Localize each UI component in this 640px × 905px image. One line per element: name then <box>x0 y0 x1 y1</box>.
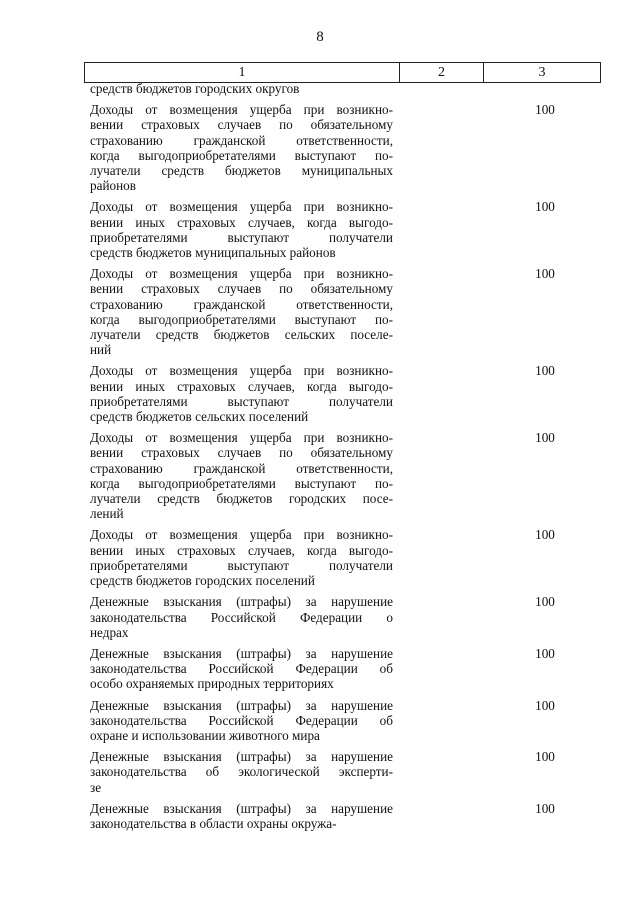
text-line: лучатели средств бюджетов сельских поселе- <box>90 327 393 343</box>
table-body <box>84 102 601 831</box>
row-value: 100 <box>535 749 555 765</box>
text-line: Доходы от возмещения ущерба при возникно- <box>90 199 393 215</box>
row-value: 100 <box>535 199 555 215</box>
text-line: Доходы от возмещения ущерба при возникно- <box>90 527 393 543</box>
table-row <box>84 430 601 521</box>
row-col-2 <box>393 430 489 521</box>
row-text <box>84 801 393 831</box>
text-line: Денежные взыскания (штрафы) за нарушение <box>90 800 393 816</box>
text-line: средств бюджетов сельских поселений <box>90 409 309 425</box>
row-text <box>84 430 393 521</box>
text-line: вении страховых случаев по обязательному <box>90 281 393 297</box>
text-line: лучатели средств бюджетов муниципальных <box>90 163 393 179</box>
row-col-2 <box>393 646 489 692</box>
row-col-2 <box>393 698 489 744</box>
text-line: вении страховых случаев по обязательному <box>90 445 393 461</box>
table-row <box>84 527 601 588</box>
text-line: когда выгодоприобретателями выступают по- <box>90 147 393 163</box>
row-text <box>84 266 393 357</box>
row-text <box>84 594 393 640</box>
row-value: 100 <box>535 594 555 610</box>
text-line: лений <box>90 506 124 522</box>
row-col-2 <box>393 363 489 424</box>
table-row <box>84 102 601 193</box>
text-line: средств бюджетов муниципальных районов <box>90 245 336 261</box>
text-line: Доходы от возмещения ущерба при возникно- <box>90 430 393 446</box>
text-line: охране и использовании животного мира <box>90 727 320 743</box>
row-col-2 <box>393 801 489 831</box>
text-line: законодательства об экологической эксперти- <box>90 764 393 780</box>
row-text <box>84 102 393 193</box>
row-col-2 <box>393 749 489 795</box>
row-col-2 <box>393 594 489 640</box>
text-line: вении иных страховых случаев, когда выгодо- <box>90 214 393 230</box>
row-value <box>489 81 601 96</box>
row-col-2 <box>393 102 489 193</box>
table-row <box>84 266 601 357</box>
page-number: 8 <box>316 29 324 45</box>
row-col-2 <box>393 266 489 357</box>
row-text <box>84 199 393 260</box>
text-line: Доходы от возмещения ущерба при возникно- <box>90 363 393 379</box>
row-col-2 <box>393 199 489 260</box>
row-value: 100 <box>535 363 555 379</box>
table-row <box>84 646 601 692</box>
row-value: 100 <box>535 266 555 282</box>
text-line: особо охраняемых природных территориях <box>90 676 334 692</box>
text-line: средств бюджетов городских поселений <box>90 573 315 589</box>
text-line: Денежные взыскания (штрафы) за нарушение <box>90 697 393 713</box>
text-line: законодательства в области охраны окружа- <box>90 815 337 831</box>
text-line: законодательства Российской Федерации об <box>90 712 393 728</box>
table-row <box>84 594 601 640</box>
table-row <box>84 199 601 260</box>
table-row <box>84 363 601 424</box>
table-row <box>84 698 601 744</box>
table-row-continuation <box>84 81 601 96</box>
row-text <box>84 363 393 424</box>
text-line: страхованию гражданской ответственности, <box>90 132 393 148</box>
row-col-2 <box>393 527 489 588</box>
text-line: приобретателями выступают получатели <box>90 229 393 245</box>
text-line: Доходы от возмещения ущерба при возникно- <box>90 266 393 282</box>
text-line: когда выгодоприобретателями выступают по- <box>90 311 393 327</box>
text-line: вении иных страховых случаев, когда выгодо- <box>90 378 393 394</box>
text-line: когда выгодоприобретателями выступают по- <box>90 475 393 491</box>
text-line: Денежные взыскания (штрафы) за нарушение <box>90 749 393 765</box>
text-line: лучатели средств бюджетов городских посе- <box>90 491 393 507</box>
row-value: 100 <box>535 430 555 446</box>
text-line: Доходы от возмещения ущерба при возникно- <box>90 102 393 118</box>
text-line: Денежные взыскания (штрафы) за нарушение <box>90 594 393 610</box>
row-value: 100 <box>535 102 555 118</box>
text-line: законодательства Российской Федерации о <box>90 609 393 625</box>
row-value: 100 <box>535 645 555 661</box>
text-line: зе <box>90 779 102 795</box>
budget-table <box>84 62 601 837</box>
row-text <box>84 646 393 692</box>
row-text <box>84 81 393 96</box>
text-line: средств бюджетов городских округов <box>90 81 300 96</box>
header-col-3: 3 <box>538 65 546 80</box>
text-line: ний <box>90 342 112 358</box>
text-line: вении страховых случаев по обязательному <box>90 117 393 133</box>
text-line: приобретателями выступают получатели <box>90 393 393 409</box>
text-line: приобретателями выступают получатели <box>90 557 393 573</box>
table-row <box>84 801 601 831</box>
text-line: районов <box>90 178 136 194</box>
header-col-1: 1 <box>85 63 400 82</box>
header-col-2: 2 <box>400 63 484 82</box>
text-line: Денежные взыскания (штрафы) за нарушение <box>90 645 393 661</box>
text-line: законодательства Российской Федерации об <box>90 661 393 677</box>
table-row <box>84 749 601 795</box>
text-line: страхованию гражданской ответственности, <box>90 460 393 476</box>
table-header <box>84 62 601 83</box>
row-text <box>84 698 393 744</box>
text-line: страхованию гражданской ответственности, <box>90 296 393 312</box>
row-value: 100 <box>535 527 555 543</box>
row-text <box>84 749 393 795</box>
text-line: вении иных страховых случаев, когда выгодо- <box>90 542 393 558</box>
row-text <box>84 527 393 588</box>
text-line: недрах <box>90 624 129 640</box>
row-value: 100 <box>535 800 555 816</box>
row-value: 100 <box>535 697 555 713</box>
row-col-2 <box>393 81 489 96</box>
